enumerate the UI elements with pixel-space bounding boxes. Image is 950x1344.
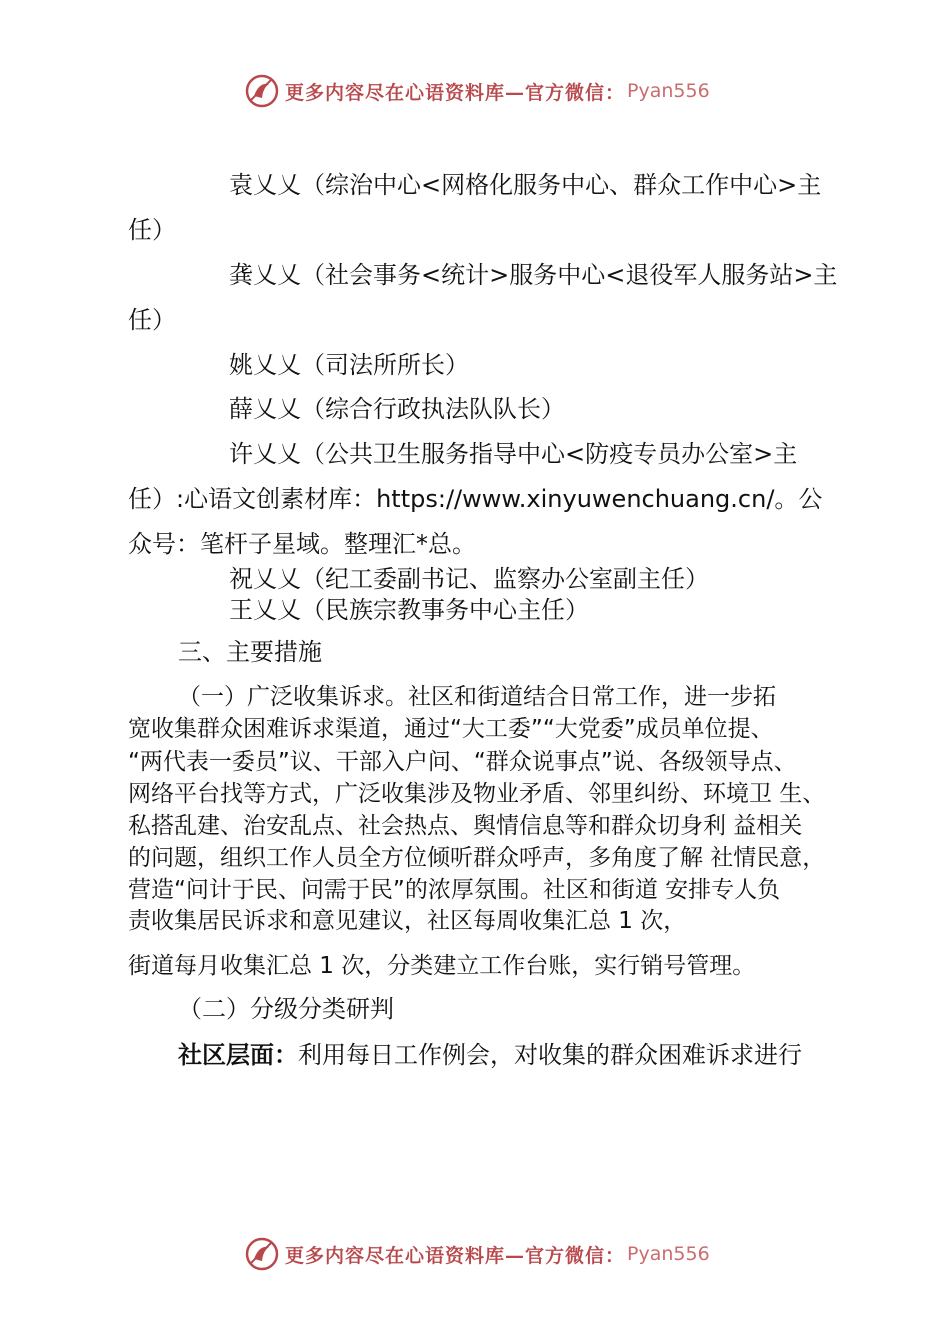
text-line: 祝乂乂（纪工委副书记、监察办公室副主任） (229, 565, 709, 593)
text-line: “两代表一委员”议、干部入户问、“群众说事点”说、各级领导点、 (128, 749, 797, 775)
text-line: 众号：笔杆子星域。整理汇*总。 (128, 530, 476, 558)
text-line: 王乂乂（民族宗教事务中心主任） (229, 596, 589, 624)
subsection-heading: （二）分级分类研判 (178, 995, 394, 1023)
text-line: 任） (128, 306, 176, 334)
text-line: 营造“问计于民、问需于民”的浓厚氛围。社区和街道 安排专人负 (128, 877, 781, 903)
text-line: 许乂乂（公共卫生服务指导中心<防疫专员办公室>主 (229, 440, 798, 468)
banner-text: 更多内容尽在心语资料库—官方微信： (285, 81, 626, 104)
text-line: 网络平台找等方式，广泛收集涉及物业矛盾、邻里纠纷、环境卫 生、 (128, 781, 826, 807)
text-line: 任） (128, 216, 176, 244)
text-line-rest: 利用每日工作例会，对收集的群众困难诉求进行 (298, 1041, 802, 1069)
banner-text: 更多内容尽在心语资料库—官方微信： (285, 1244, 626, 1267)
text-line: 宽收集群众困难诉求渠道，通过“大工委”“大党委”成员单位提、 (128, 716, 774, 742)
text-line-last (178, 1040, 802, 1070)
text-line: 私搭乱建、治安乱点、社会热点、舆情信息等和群众切身利 益相关 (128, 813, 803, 839)
brand-logo-icon (245, 74, 279, 108)
section-heading: 三、主要措施 (178, 638, 322, 666)
text-line: 龚乂乂（社会事务<统计>服务中心<退役军人服务站>主 (229, 261, 838, 289)
header-banner (245, 73, 765, 109)
text-line: 薛乂乂（综合行政执法队队长） (229, 395, 565, 423)
text-line: 袁乂乂（综治中心<网格化服务中心、群众工作中心>主 (229, 171, 822, 199)
text-line: 的问题，组织工作人员全方位倾听群众呼声，多角度了解 社情民意， (128, 845, 826, 871)
bold-lead: 社区层面： (178, 1041, 298, 1069)
text-line: 责收集居民诉求和意见建议，社区每周收集汇总 1 次， (128, 908, 687, 934)
text-line: 街道每月收集汇总 1 次，分类建立工作台账，实行销号管理。 (128, 953, 756, 979)
footer-banner (245, 1236, 765, 1272)
banner-wechat-id: Pyan556 (627, 1243, 710, 1265)
text-line: 任）:心语文创素材库：https://www.xinyuwenchuang.cn/。公 (128, 485, 823, 513)
banner-wechat-id: Pyan556 (627, 80, 710, 102)
brand-logo-icon (245, 1237, 279, 1271)
text-line: （一）广泛收集诉求。社区和街道结合日常工作，进一步拓 (178, 684, 776, 710)
text-line: 姚乂乂（司法所所长） (229, 351, 469, 379)
